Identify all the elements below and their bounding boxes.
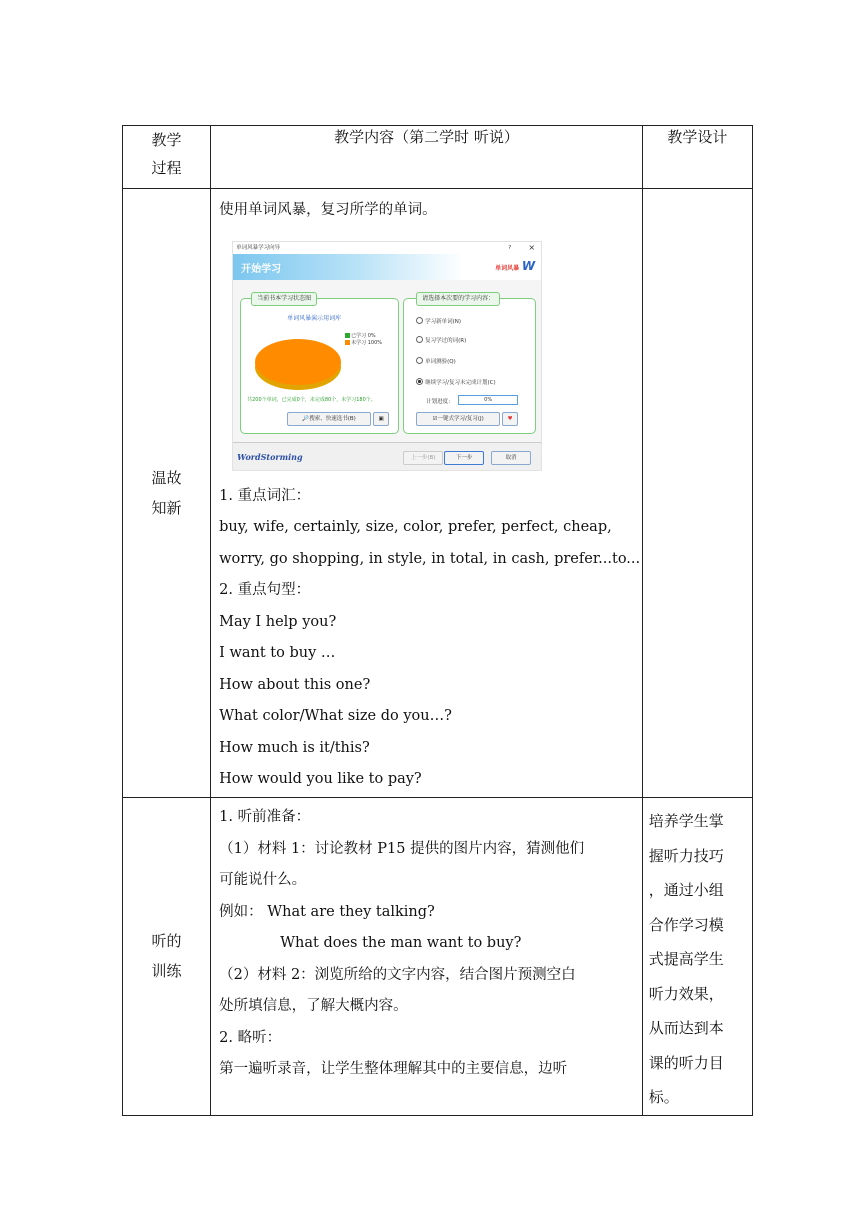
shot-logo-text: 单词风暴 <box>495 264 520 272</box>
listening-design <box>642 798 752 1116</box>
design-line: ，通过小组 <box>648 881 724 899</box>
study-icon: ☑ <box>432 415 438 422</box>
review-line: worry, go shopping, in style, in total, in cash, prefer...to... <box>219 550 641 567</box>
design-line: 式提高学生 <box>648 950 724 968</box>
plan-progress-label: 计划进度： <box>426 398 454 405</box>
radio-icon <box>416 336 423 343</box>
plan-progress-value: 0% <box>458 395 518 405</box>
legend-learned <box>345 333 376 339</box>
radio-icon <box>416 357 423 364</box>
header-process-line2: 过程 <box>151 159 182 177</box>
header-process-line1: 教学 <box>151 131 182 149</box>
legend-learned-swatch <box>345 333 350 338</box>
shot-library-name: 单词风暴演示用词库 <box>287 314 342 322</box>
header-process <box>123 126 211 189</box>
radio-selected-icon <box>416 378 423 385</box>
option-label: 复习学过的词(R) <box>425 337 467 344</box>
review-line: 1. 重点词汇： <box>219 487 311 504</box>
legend-unlearned-label: 未学习 100% <box>351 339 383 346</box>
listening-line: What does the man want to buy? <box>280 935 522 951</box>
review-line: How much is it/this? <box>219 739 370 756</box>
listening-line: 处所填信息，了解大概内容。 <box>219 998 408 1014</box>
review-line: 2. 重点句型： <box>219 582 311 598</box>
oneclick-button[interactable] <box>416 412 500 426</box>
option-label: 单词测验(Q) <box>425 358 456 365</box>
design-line: 课的听力目 <box>648 1053 724 1072</box>
listening-content <box>211 798 643 1116</box>
legend-learned-label: 已学习 0% <box>351 332 376 339</box>
search-button[interactable] <box>287 412 371 426</box>
box-icon: ▣ <box>378 415 384 422</box>
option-continue-plan[interactable] <box>416 378 496 386</box>
option-label: 学习新单词(N) <box>425 318 462 325</box>
review-line: What color/What size do you…? <box>219 708 452 724</box>
shot-banner <box>233 254 541 280</box>
listening-line: 可能说什么。 <box>219 872 307 888</box>
listening-label <box>123 798 211 1116</box>
heart-button[interactable] <box>502 412 518 426</box>
design-line: 培养学生掌 <box>648 812 724 830</box>
search-button-label: 搜索、快速选书(B) <box>309 415 356 422</box>
design-line: 从而达到本 <box>648 1019 724 1037</box>
design-line: 标。 <box>648 1088 679 1106</box>
shot-titlebar <box>233 242 541 254</box>
search-icon: 🔎 <box>302 415 310 422</box>
header-design: 教学设计 <box>642 126 752 189</box>
wordstorm-screenshot <box>232 241 542 471</box>
listening-line: 例如： What are they talking? <box>219 903 435 920</box>
listening-line: 第一遍听录音，让学生整体理解其中的主要信息，边听 <box>219 1061 568 1077</box>
shot-bottom-bar <box>233 442 541 471</box>
shot-window-title: 单词风暴学习向导 <box>236 244 281 251</box>
close-icon: × <box>528 242 536 252</box>
option-new-words[interactable] <box>416 317 461 325</box>
review-intro: 使用单词风暴，复习所学的单词。 <box>219 202 437 218</box>
help-icon: ? <box>508 244 512 251</box>
option-quiz[interactable] <box>416 357 456 365</box>
option-review-words[interactable] <box>416 336 466 344</box>
review-label-line1: 温故 <box>151 469 182 487</box>
review-design <box>642 189 752 798</box>
option-label: 继续学习/复习未完成计划(C) <box>425 379 496 386</box>
listening-line: （1）材料 1：讨论教材 P15 提供的图片内容，猜测他们 <box>219 840 585 857</box>
shot-footer-brand: WordStorming <box>237 451 303 462</box>
header-content: 教学内容（第二学时 听说） <box>211 126 643 189</box>
listening-line: （2）材料 2：浏览所给的文字内容，结合图片预测空白 <box>219 966 576 983</box>
design-line: 握听力技巧 <box>648 846 724 865</box>
cancel-button[interactable]: 取消 <box>491 451 531 465</box>
review-line: I want to buy … <box>219 645 336 661</box>
listening-label-line1: 听的 <box>151 932 182 951</box>
listening-label-line2: 训练 <box>151 962 182 981</box>
shot-banner-title: 开始学习 <box>241 263 282 275</box>
review-line: How would you like to pay? <box>219 771 422 787</box>
shot-options-title: 请选择本次要的学习内容： <box>416 292 500 306</box>
shot-status-panel <box>240 294 399 434</box>
radio-icon <box>416 317 423 324</box>
design-line: 听力效果， <box>648 984 724 1003</box>
legend-unlearned <box>345 340 382 346</box>
listening-row <box>123 798 753 1116</box>
header-row <box>123 126 753 189</box>
wordstorm-logo-icon: W <box>521 258 536 273</box>
review-label-line2: 知新 <box>151 499 182 517</box>
listening-line: 2. 略听： <box>219 1029 282 1046</box>
box-button[interactable] <box>373 412 389 426</box>
legend-unlearned-swatch <box>345 340 350 345</box>
review-line: buy, wife, certainly, size, color, prefer, perfect, cheap, <box>219 519 612 535</box>
oneclick-button-label: 一键式学习/复习(J) <box>437 415 484 422</box>
listening-line: 1. 听前准备： <box>219 809 311 825</box>
shot-stats: 共200个单词，已完成0个，未完成80个，未学习180个。 <box>247 396 376 403</box>
prev-button[interactable]: 上一步(B) <box>403 451 443 465</box>
shot-status-title: 当前书本学习状态图 <box>251 292 317 306</box>
review-row <box>123 189 753 798</box>
review-content <box>211 189 643 798</box>
design-line: 合作学习模 <box>648 915 724 934</box>
lesson-table <box>122 125 753 1116</box>
pie-chart <box>255 339 341 385</box>
shot-options-panel <box>403 294 536 434</box>
review-line: May I help you? <box>219 613 337 630</box>
next-button[interactable]: 下一步 <box>444 451 484 465</box>
review-line: How about this one? <box>219 676 371 693</box>
review-label <box>123 189 211 798</box>
heart-icon: ♥ <box>507 415 513 422</box>
